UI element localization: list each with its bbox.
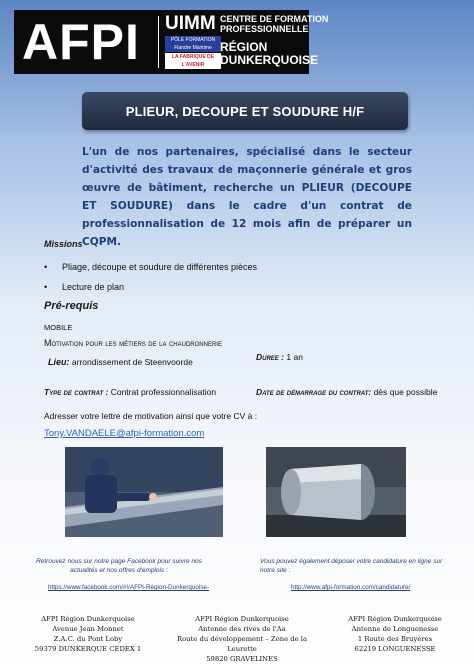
address-dunkerque: AFPI Région Dunkerquoise Avenue Jean Monnet Z.A.C. du Pont Loby 59379 DUNKERQUE CEDEX 1 — [34, 615, 142, 653]
lieu-label: Lieu: — [48, 357, 70, 367]
contrat-value: Contrat professionnalisation — [108, 387, 217, 397]
date-value: dès que possible — [371, 387, 438, 397]
prerequis-heading: Pré-requis — [44, 300, 99, 312]
contrat-label: Type de contrat : — [44, 387, 109, 397]
mission-item — [44, 282, 124, 292]
logo-uimm-text: UIMM — [165, 13, 216, 34]
logo-centre-text: CENTRE DE FORMATION PROFESSIONNELLE — [220, 14, 329, 34]
facebook-text: Retrouvez nous sur notre page Facebook pour suivre nos actualités et nos offres d'emplois : — [36, 558, 202, 574]
mission-item-label: Lecture de plan — [62, 282, 125, 292]
date-label: Date de démarrage du contrat: — [256, 387, 372, 397]
bullet-icon: • — [44, 282, 48, 292]
address-longuenesse: AFPI Région Dunkerquoise Antenne de Longuenesse 1 Route des Bruyères 62219 LONGUENESSE — [348, 615, 442, 653]
bullet-icon: • — [44, 262, 48, 272]
logo-afpi-text: AFPI — [22, 14, 140, 70]
lieu-line — [48, 357, 193, 367]
duree-label: Duree : — [256, 352, 285, 362]
mission-item — [44, 262, 257, 272]
address-gravelines: AFPI Région Dunkerquoise Antenne des rives de l'Aa Route du développement – Zone de la Leurette 59820 GRAVELINES — [176, 615, 308, 663]
website-text: Vous pouvez également déposer votre candidature en ligne sur notre site : — [260, 558, 443, 574]
prerequis-item: Motivation pour les métiers de la chaudronnerie — [44, 338, 222, 348]
worker-photo — [65, 447, 223, 537]
duree-line — [256, 352, 303, 362]
logo-fabrique: LA FABRIQUE DE L'AVENIR — [165, 53, 221, 69]
website-link[interactable]: http://www.afpi-formation.com/candidature/ — [291, 584, 411, 591]
logo-pole-formation: PÔLE FORMATION Flandre Maritime — [165, 36, 221, 52]
contrat-line — [44, 387, 216, 397]
prerequis-item: MOBILE — [44, 323, 73, 332]
job-title-banner — [82, 92, 408, 130]
email-link[interactable]: Tony.VANDAELE@afpi-formation.com — [44, 428, 205, 439]
date-line — [256, 387, 437, 397]
mission-item-label: Pliage, découpe et soudure de différentes pièces — [62, 262, 257, 272]
metal-cylinder-photo — [266, 447, 406, 537]
duree-value: 1 an — [284, 352, 303, 362]
job-title: PLIEUR, DECOUPE ET SOUDURE H/F — [125, 103, 365, 119]
logo-divider — [158, 16, 159, 68]
logo-region-text: RÉGION DUNKERQUOISE — [220, 40, 319, 67]
apply-instruction: Adresser votre lettre de motivation ainsi que votre CV à : — [44, 411, 258, 421]
lieu-value: arrondissement de Steenvoorde — [69, 357, 193, 367]
intro-paragraph: L'un de nos partenaires, spécialisé dans le secteur d'activité des travaux de maçonnerie générale et gros œuvre de bâtiment, recherche un PLIEUR (DECOUPE ET SOUDURE) dans le cadre d'un contrat de professionnalisation de 12 mois afin de préparer un CQPM. — [82, 146, 412, 248]
facebook-link[interactable]: https://www.facebook.com/#!/AFPI-Région-Dunkerquoise- — [48, 584, 209, 591]
missions-heading: Missions — [44, 239, 83, 249]
